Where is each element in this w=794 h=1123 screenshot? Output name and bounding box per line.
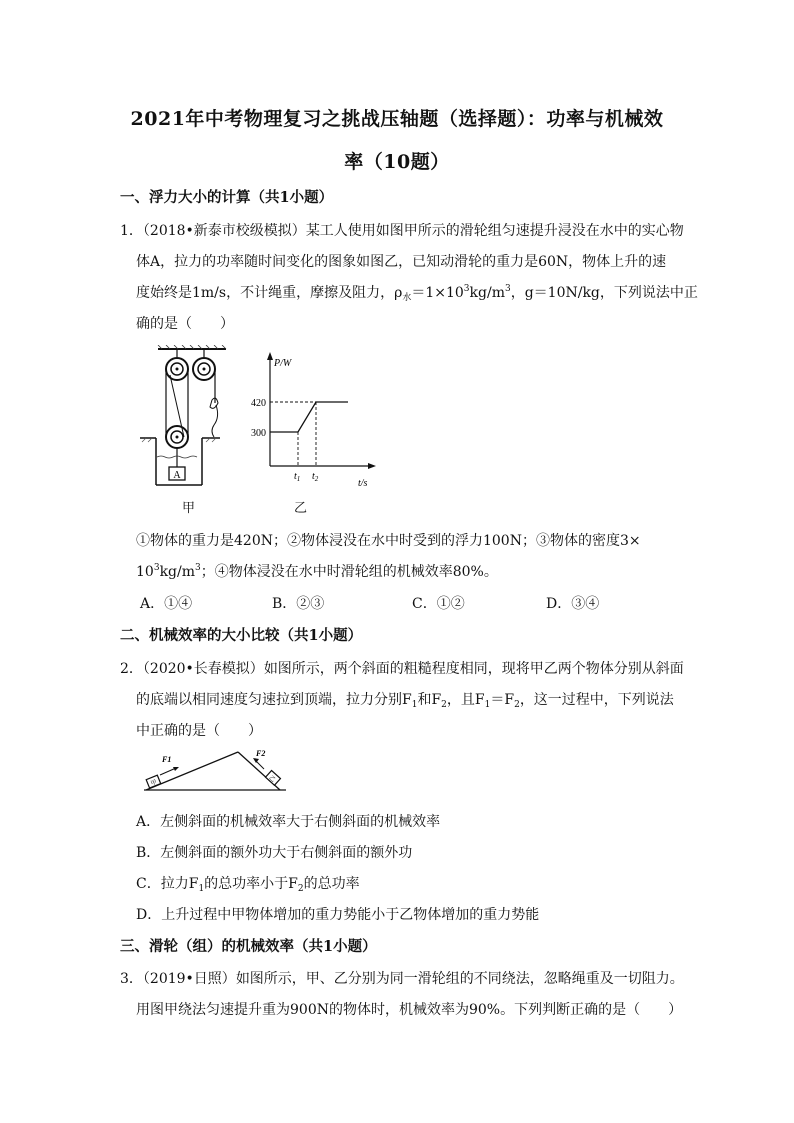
q3-line2: 用图甲绕法匀速提升重为900N的物体时，机械效率为90%。下列判断正确的是（ ） (136, 1002, 683, 1018)
q3-text: 如图所示，甲、乙分别为同一滑轮组的不同绕法，忽略绳重及一切阻力。 (235, 971, 684, 987)
power-series-line (270, 402, 348, 432)
force-f1-label: F1 (162, 755, 172, 764)
q1-text: ，g＝10N/kg，下列说法中正 (510, 285, 698, 301)
force-f2-label: F2 (256, 749, 266, 758)
y-axis-label: P/W (274, 358, 292, 369)
q2-number: 2． (120, 661, 143, 677)
q2-text: ，这一过程中，下列说法 (519, 692, 674, 708)
q1-sup: 3 (153, 563, 160, 573)
q3-number: 3． (120, 971, 143, 987)
pulley-system-figure (140, 345, 240, 490)
q2-sub: 2 (514, 700, 520, 710)
q2-sub: 1 (198, 884, 205, 894)
q2-sub: 1 (411, 700, 418, 710)
q3-line1 (120, 968, 684, 988)
q1-text: kg/m (469, 285, 505, 301)
q3-source: （2019•日照） (142, 971, 236, 987)
q2-text: C．拉力F (136, 876, 199, 892)
q2-text: 的总功率小于F (204, 876, 298, 892)
q2-text: 的总功率 (303, 876, 360, 892)
q2-line2 (136, 689, 674, 709)
q1-statement-line2 (136, 561, 498, 581)
q2-option-a[interactable]: A．左侧斜面的机械效率大于右侧斜面的机械效率 (136, 814, 441, 830)
block-yi-label: 乙 (267, 774, 277, 784)
q2-sub: 1 (484, 700, 491, 710)
q1-line4: 确的是（ ） (136, 316, 234, 332)
q1-text: 10 (136, 564, 154, 580)
q1-text: 度始终是1m/s，不计绳重，摩擦及阻力，ρ (136, 285, 403, 301)
q2-text: 的底端以相同速度匀速拉到顶端，拉力分别F (136, 692, 412, 708)
q2-option-b[interactable]: B．左侧斜面的额外功大于右侧斜面的额外功 (136, 845, 413, 861)
y-tick-label-420: 420 (251, 398, 266, 409)
q1-line1 (120, 220, 684, 240)
page-title-line2: 率（10题） (344, 151, 450, 173)
section-heading-3: 三、滑轮（组）的机械效率（共1小题） (120, 938, 377, 955)
figure-yi-label: 乙 (294, 501, 308, 516)
q1-sup: 3 (463, 284, 470, 294)
y-tick-label-300: 300 (251, 428, 266, 439)
block-a-label: A (173, 470, 181, 481)
x-tick-label-t1: $t_1$ (294, 471, 301, 483)
x-axis-label: t/s (358, 478, 368, 489)
section-heading-1: 一、浮力大小的计算（共1小题） (120, 189, 334, 206)
q2-option-d[interactable]: D．上升过程中甲物体增加的重力势能小于乙物体增加的重力势能 (136, 907, 540, 923)
page-title-line1: 2021年中考物理复习之挑战压轴题（选择题）：功率与机械效 (130, 108, 664, 130)
q1-line3 (136, 282, 698, 302)
q1-line2: 体A，拉力的功率随时间变化的图象如图乙，已知动滑轮的重力是60N，物体上升的速 (136, 254, 667, 270)
q2-text: ，且F (446, 692, 485, 708)
q1-sup: 3 (504, 284, 511, 294)
q2-text: 如图所示，两个斜面的粗糙程度相同，现将甲乙两个物体分别从斜面 (263, 661, 684, 677)
q2-source: （2020•长春模拟） (142, 661, 264, 677)
q2-option-c[interactable] (136, 873, 360, 893)
q1-number: 1． (120, 223, 143, 239)
q1-option-b[interactable]: B．②③ (272, 596, 325, 612)
q1-sub: 水 (402, 293, 412, 303)
y-axis-arrow (267, 352, 273, 360)
q1-source: （2018•新泰市校级模拟） (142, 223, 306, 239)
q2-line1 (120, 658, 684, 678)
q1-option-a[interactable]: A．①④ (140, 596, 193, 612)
section-heading-2: 二、机械效率的大小比较（共1小题） (120, 627, 363, 644)
q2-line3: 中正确的是（ ） (136, 723, 262, 739)
q1-text: ；④物体浸没在水中时滑轮组的机械效率80%。 (200, 564, 498, 580)
q2-sub: 2 (441, 700, 447, 710)
q2-text: 和F (417, 692, 442, 708)
power-time-graph (236, 350, 386, 490)
q1-statement-line1: ①物体的重力是420N；②物体浸没在水中时受到的浮力100N；③物体的密度3× (136, 533, 641, 549)
q1-option-d[interactable]: D．③④ (546, 596, 600, 612)
q1-option-c[interactable]: C．①② (412, 596, 465, 612)
inclined-planes-figure (140, 746, 290, 796)
q1-text: ＝1×10 (411, 285, 464, 301)
x-axis-arrow (368, 463, 376, 469)
q1-text: 某工人使用如图甲所示的滑轮组匀速提升浸没在水中的实心物 (305, 223, 684, 239)
figure-jia-label: 甲 (182, 501, 196, 516)
q2-sub: 2 (297, 884, 304, 894)
q1-text: kg/m (159, 564, 195, 580)
q1-sup: 3 (195, 563, 201, 573)
q2-text: ＝F (490, 692, 515, 708)
block-jia-label: 甲 (149, 778, 159, 788)
x-tick-label-t2: $t_2$ (312, 471, 319, 483)
